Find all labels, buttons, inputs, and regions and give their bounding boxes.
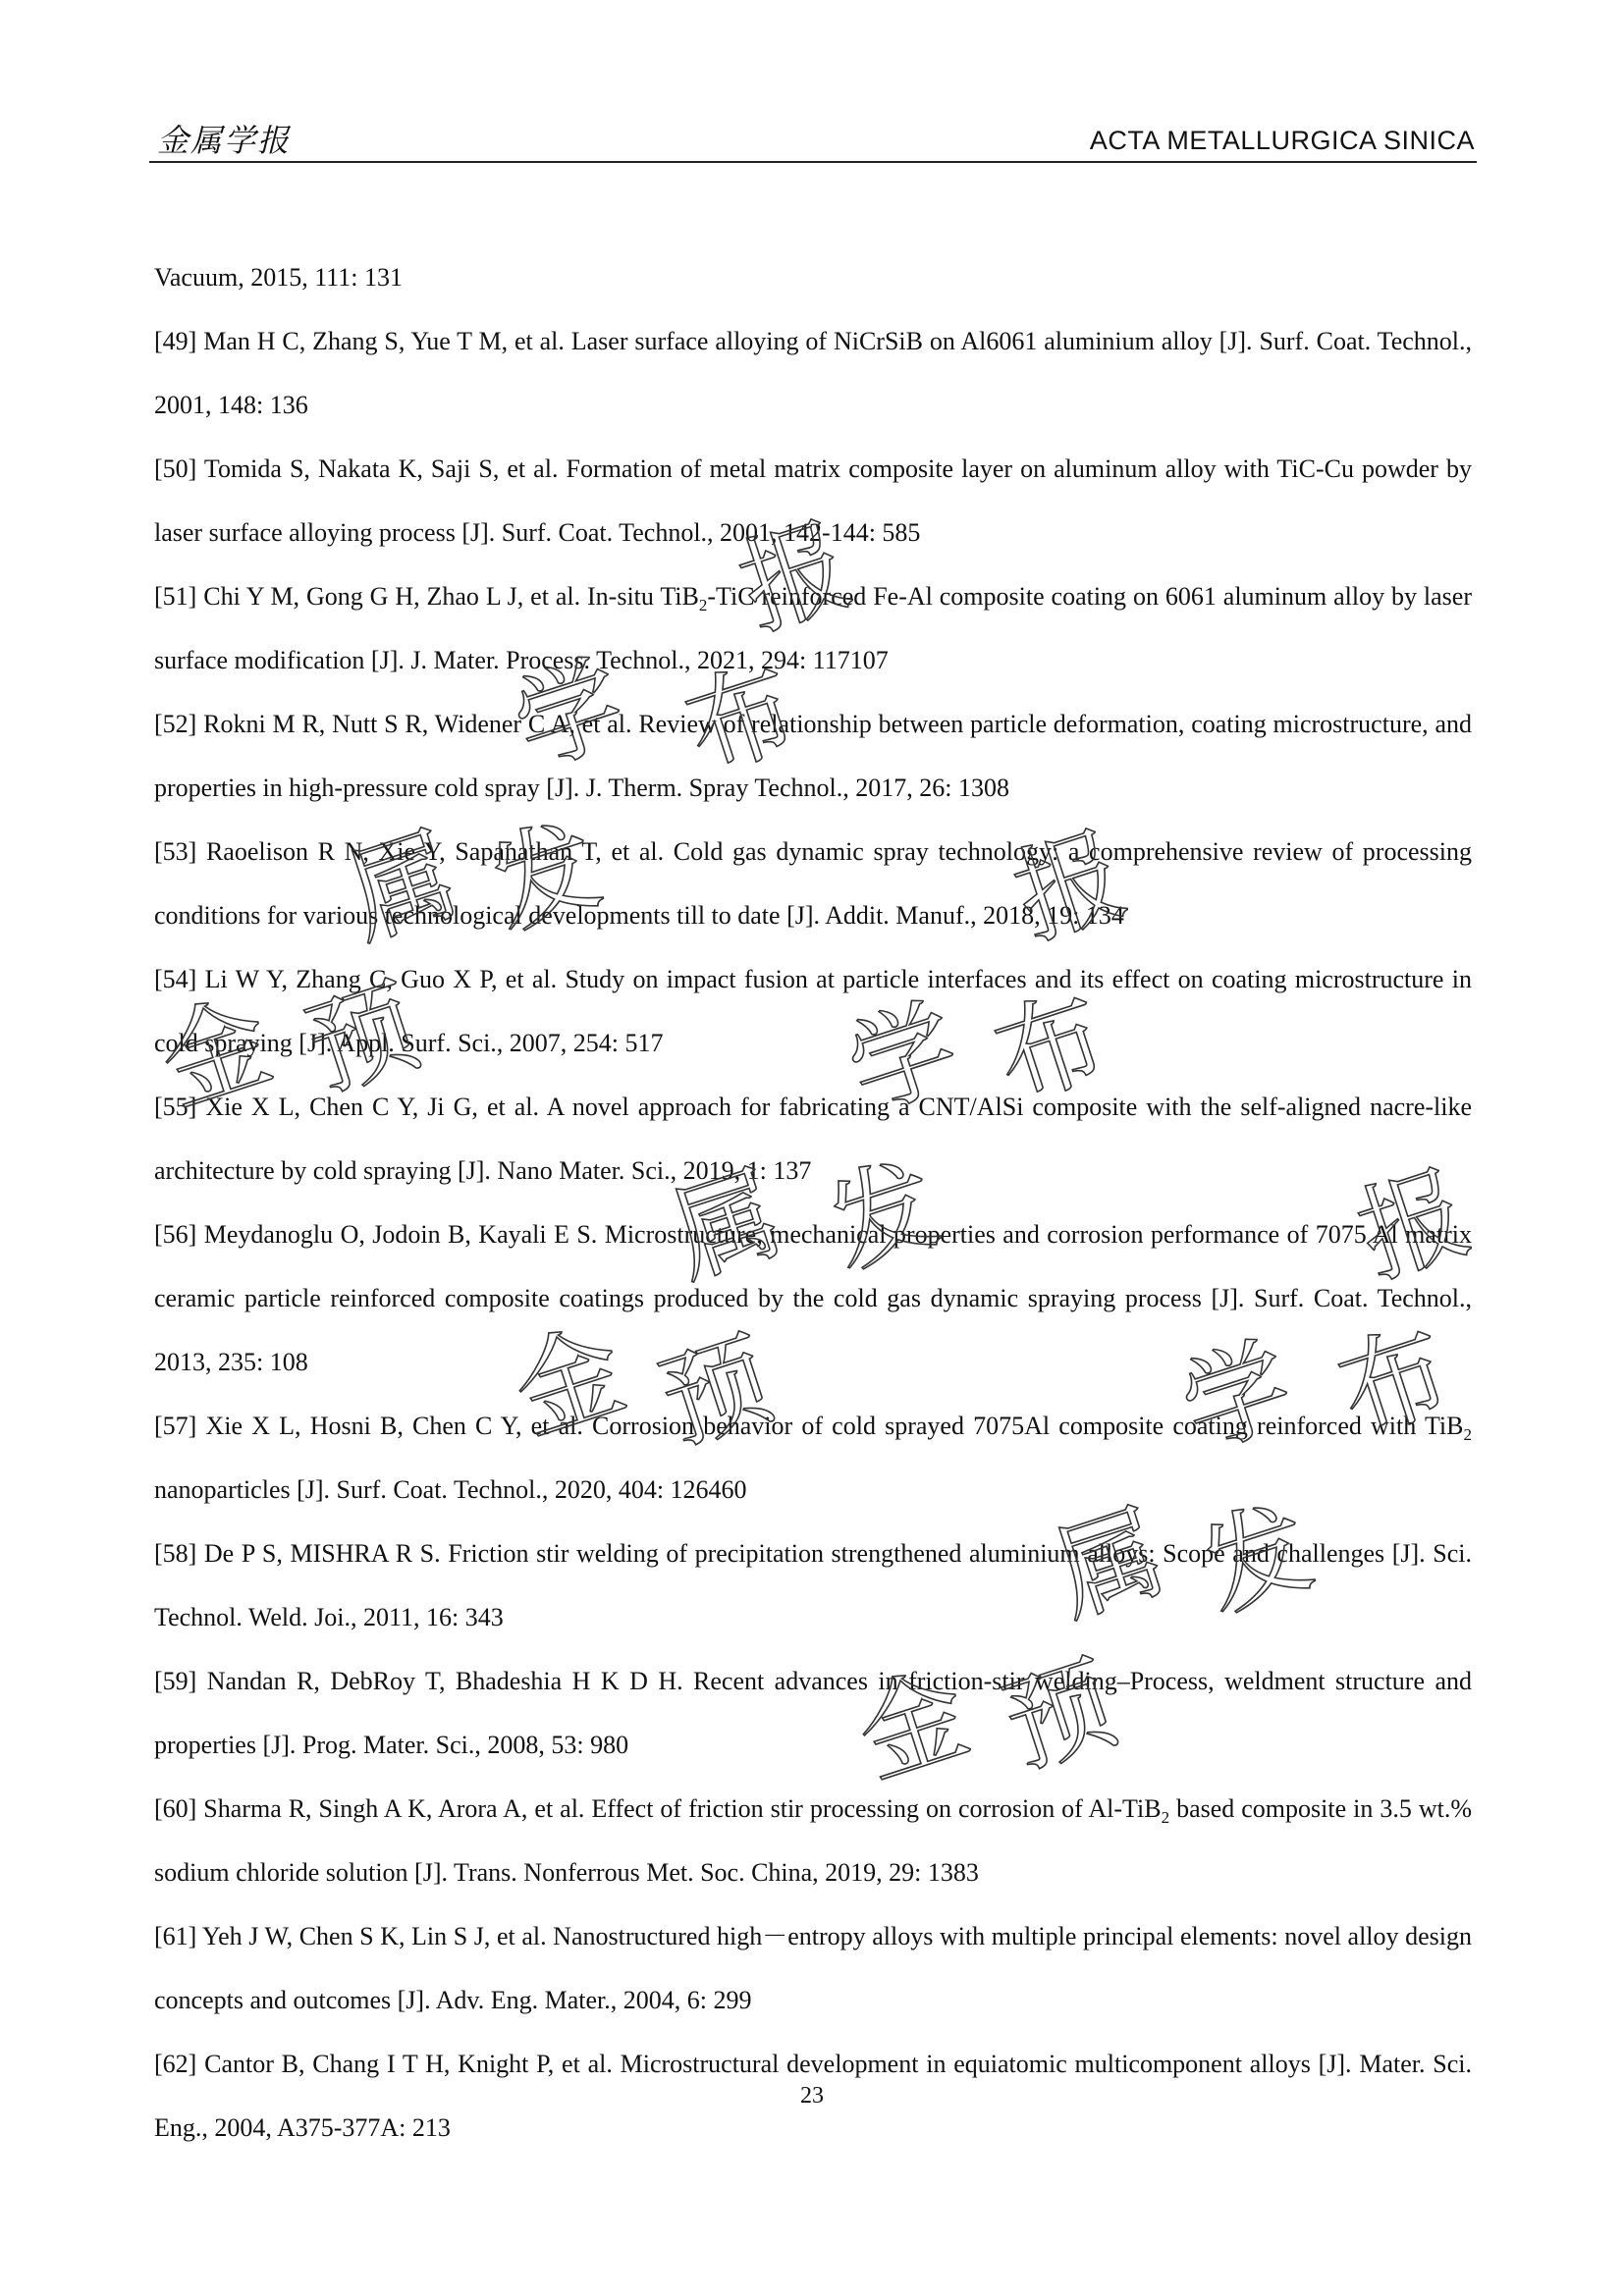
reference-entry: [53] Raoelison R N, Xie Y, Sapanathan T, et al. Cold gas dynamic spray technology: a comprehensive review of processing conditions for various technological developments till to date [J]. Addit. Manuf., 2018, 19: 134: [154, 837, 1472, 930]
reference-entry: [55] Xie X L, Chen C Y, Ji G, et al. A novel approach for fabricating a CNT/AlSi composite with the self-aligned nacre-like architecture by cold spraying [J]. Nano Mater. Sci., 2019, 1: 137: [154, 1093, 1472, 1185]
reference-entry: [58] De P S, MISHRA R S. Friction stir welding of precipitation strengthened aluminium alloys: Scope and challenges [J]. Sci. Technol. Weld. Joi., 2011, 16: 343: [154, 1539, 1472, 1631]
watermark-glyph: 金: [500, 1308, 639, 1458]
watermark-glyph: 布: [672, 645, 811, 795]
watermark-glyph: 发: [475, 802, 615, 952]
reference-entry: Vacuum, 2015, 111: 131: [154, 263, 403, 292]
reference-entry: [56] Meydanoglu O, Jodoin B, Kayali E S. Microstructure, mechanical properties and corrosion performance of 7075 Al matrix ceramic particle reinforced composite coatings produced by the cold gas dynamic spraying process [J]. Surf. Coat. Technol., 2013, 235: 108: [154, 1220, 1472, 1376]
watermark-glyph: 金: [146, 979, 286, 1129]
reference-entry: [54] Li W Y, Zhang C, Guo X P, et al. Study on impact fusion at particle interfaces and its effect on coating microstructure in cold spraying [J]. Appl. Surf. Sci., 2007, 254: 517: [154, 965, 1472, 1057]
watermark-glyph: 学: [1167, 1322, 1307, 1472]
watermark-glyph: 预: [991, 1641, 1130, 1791]
reference-entry: [57] Xie X L, Hosni B, Chen C Y, et al. Corrosion behavior of cold sprayed 7075Al composite coating reinforced with TiB$_2$ nanoparticles [J]. Surf. Coat. Technol., 2020, 404: 126460: [154, 1412, 1472, 1504]
reference-entry: [59] Nandan R, DebRoy T, Bhadeshia H K D H. Recent advances in friction-stir welding–Process, weldment structure and properties [J]. Prog. Mater. Sci., 2008, 53: 980: [154, 1667, 1472, 1759]
watermark-glyph: 报: [1344, 1150, 1484, 1301]
watermark-glyph: 发: [1187, 1484, 1326, 1634]
reference-entry: [52] Rokni M R, Nutt S R, Widener C A, et al. Review of relationship between particle deformation, coating microstructure, and properties in high-pressure cold spray [J]. J. Therm. Spray Technol., 2017, 26: 1308: [154, 710, 1472, 802]
reference-entry: [61] Yeh J W, Chen S K, Lin S J, et al. Nanostructured high－entropy alloys with multiple principal elements: novel alloy design concepts and outcomes [J]. Adv. Eng. Mater., 2004, 6: 299: [154, 1922, 1472, 2014]
watermark-glyph: 属: [1040, 1489, 1179, 1639]
journal-logo: 金属学报: [157, 122, 292, 159]
watermark-glyph: 布: [981, 974, 1120, 1124]
watermark-glyph: 属: [657, 1150, 796, 1301]
watermark-glyph: 预: [294, 964, 433, 1114]
reference-entry: [49] Man H C, Zhang S, Yue T M, et al. Laser surface alloying of NiCrSiB on Al6061 aluminium alloy [J]. Surf. Coat. Technol., 2001, 148: 136: [154, 327, 1472, 419]
journal-title: ACTA METALLURGICA SINICA: [1089, 126, 1475, 155]
page-number: 23: [800, 2083, 824, 2109]
reference-entry: [60] Sharma R, Singh A K, Arora A, et al. Effect of friction stir processing on corrosion of Al-TiB$_2$ based composite in 3.5 wt.% sodium chloride solution [J]. Trans. Nonferrous Met. Soc. China, 2019, 29: 1383: [154, 1794, 1472, 1887]
watermark-glyph: 布: [1325, 1308, 1464, 1458]
watermark-glyph: 报: [1001, 812, 1140, 962]
watermark-glyph: 学: [500, 640, 639, 790]
watermark-glyph: 报: [726, 503, 865, 653]
watermark-glyph: 金: [843, 1651, 983, 1801]
watermark-glyph: 属: [333, 812, 472, 962]
reference-entry: [62] Cantor B, Chang I T H, Knight P, et al. Microstructural development in equiatomic multicomponent alloys [J]. Mater. Sci. Eng., 2004, A375-377A: 213: [154, 2050, 1472, 2142]
watermark-glyph: 学: [834, 984, 973, 1134]
reference-list: [154, 245, 1472, 2160]
watermark-glyph: 发: [814, 1141, 953, 1291]
reference-entry: [50] Tomida S, Nakata K, Saji S, et al. Formation of metal matrix composite layer on aluminum alloy with TiC-Cu powder by laser surface alloying process [J]. Surf. Coat. Technol., 2001, 142-144: 585: [154, 454, 1472, 547]
reference-entry: [51] Chi Y M, Gong G H, Zhao L J, et al. In-situ TiB$_2$-TiC reinforced Fe-Al composite coating on 6061 aluminum alloy by laser surface modification [J]. J. Mater. Process. Technol., 2021, 294: 117107: [154, 582, 1472, 674]
watermark-glyph: 预: [647, 1317, 786, 1468]
header-divider: [149, 161, 1477, 163]
